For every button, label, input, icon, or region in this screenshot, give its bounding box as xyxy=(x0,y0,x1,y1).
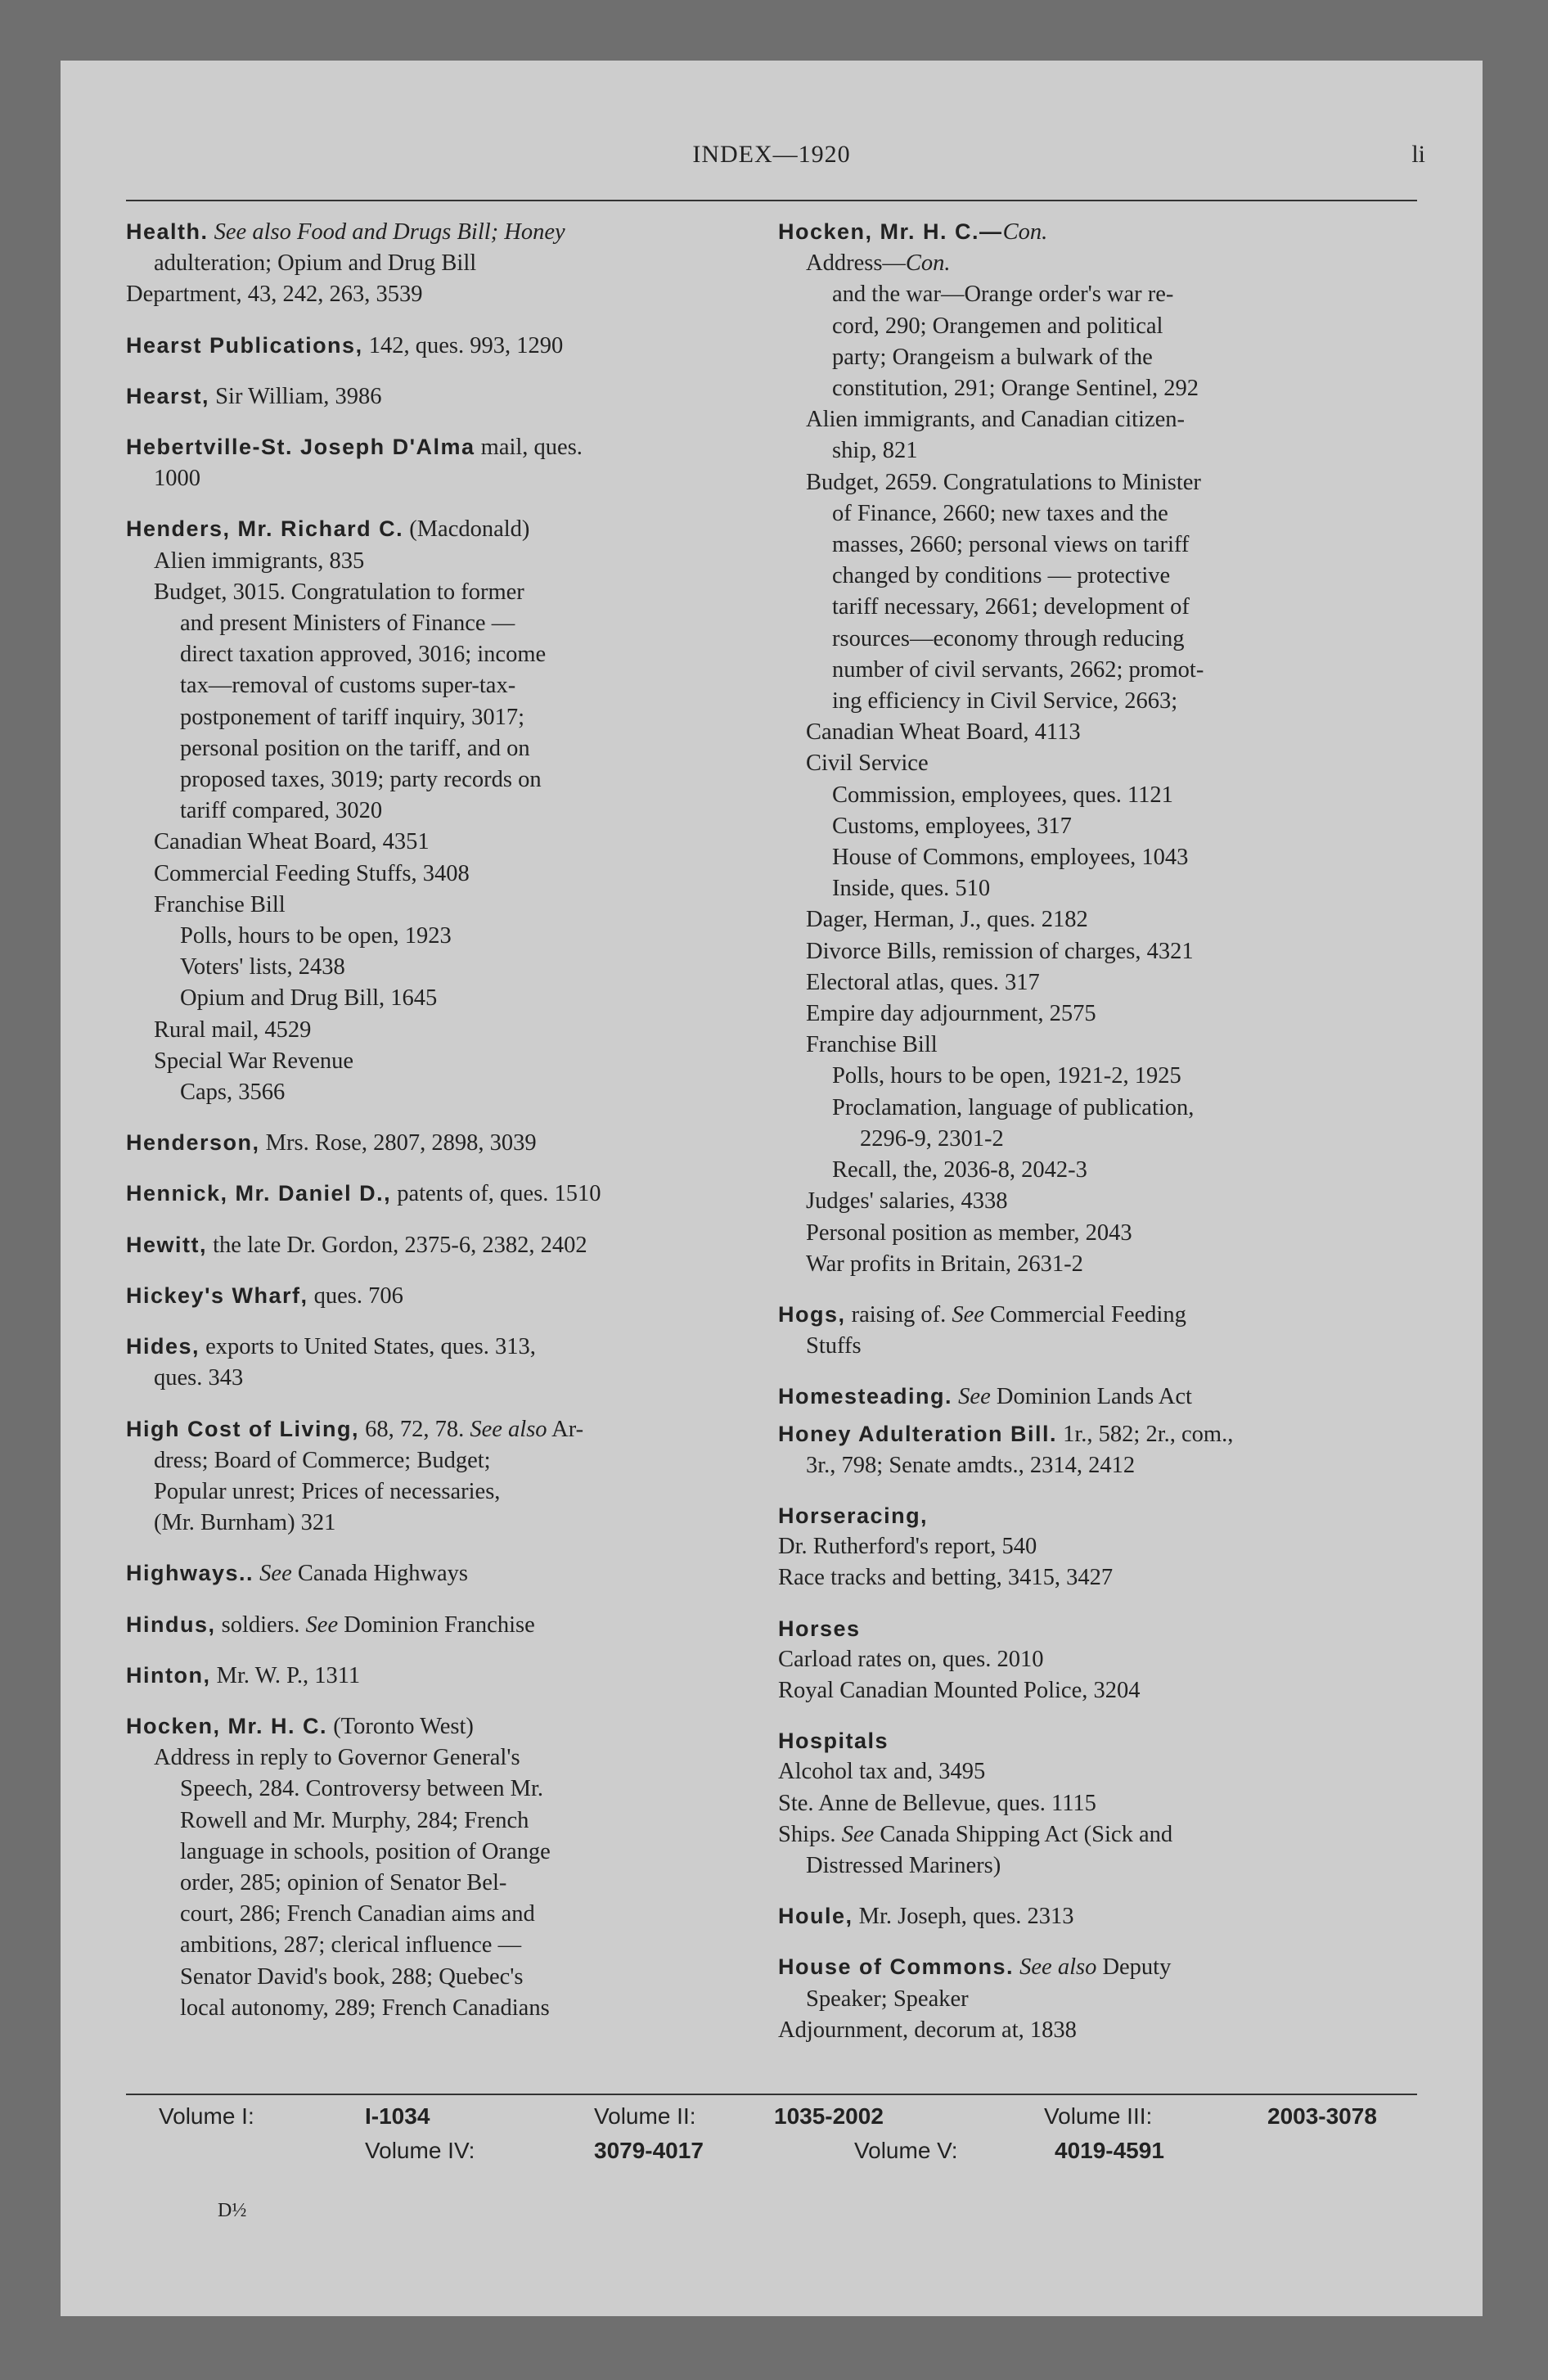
index-text: Alien immigrants, 835 xyxy=(154,548,365,574)
index-entry-hospitals xyxy=(778,1725,1398,1882)
index-text: Rowell and Mr. Murphy, 284; French xyxy=(180,1807,529,1833)
page-number: li xyxy=(1411,141,1425,168)
index-text: Speech, 284. Controversy between Mr. xyxy=(180,1776,544,1802)
index-text: See xyxy=(259,1561,292,1587)
index-text: 142, ques. 993, 1290 xyxy=(368,332,564,358)
header-rule xyxy=(126,200,1417,201)
index-entry-horseracing xyxy=(778,1500,1398,1594)
index-text: Carload rates on, ques. 2010 xyxy=(778,1646,1044,1672)
index-entry-hides xyxy=(126,1331,746,1394)
index-text: Address— xyxy=(806,250,906,277)
index-text: Caps, 3566 xyxy=(180,1080,286,1106)
index-text: ing efficiency in Civil Service, 2663; xyxy=(832,688,1178,714)
index-text: Hindus, xyxy=(126,1611,216,1637)
index-text: Distressed Mariners) xyxy=(806,1852,1001,1878)
index-text: the late Dr. Gordon, 2375-6, 2382, 2402 xyxy=(213,1232,587,1258)
index-text: 1000 xyxy=(154,466,200,492)
index-text: 4019-4591 xyxy=(1055,2138,1164,2163)
index-text: Horses xyxy=(778,1616,861,1641)
index-text: Department, 43, 242, 263, 3539 xyxy=(126,282,423,308)
volume-3-label: Volume III: xyxy=(1044,2103,1153,2129)
index-text: (Mr. Burnham) 321 xyxy=(154,1510,336,1536)
index-text: patents of, ques. 1510 xyxy=(397,1181,601,1207)
index-text: 1035-2002 xyxy=(774,2103,884,2129)
index-text: High Cost of Living, xyxy=(126,1416,359,1441)
index-text: Hennick, Mr. Daniel D., xyxy=(126,1181,392,1206)
index-text: Hocken, Mr. H. C.— xyxy=(778,219,1003,244)
index-text: order, 285; opinion of Senator Bel- xyxy=(180,1869,507,1895)
index-text: Senator David's book, 288; Quebec's xyxy=(180,1963,524,1990)
index-text: cord, 290; Orangemen and political xyxy=(832,313,1163,339)
index-text: mail, ques. xyxy=(480,435,583,461)
index-text: direct taxation approved, 3016; income xyxy=(180,642,547,668)
index-text: constitution, 291; Orange Sentinel, 292 xyxy=(832,376,1199,402)
index-text: Henderson, xyxy=(126,1130,260,1156)
index-entry-hindus xyxy=(126,1609,746,1641)
index-text: House of Commons. xyxy=(778,1954,1015,1980)
index-text: masses, 2660; personal views on tariff xyxy=(832,532,1190,558)
index-text: Inside, ques. 510 xyxy=(832,876,991,902)
index-text: Dominion Franchise xyxy=(344,1611,535,1638)
index-text: See also xyxy=(1019,1954,1097,1981)
index-text: Canada Shipping Act (Sick and xyxy=(880,1821,1173,1847)
signature-mark: D½ xyxy=(218,2200,247,2221)
index-text: language in schools, position of Orange xyxy=(180,1838,551,1864)
index-text: Deputy xyxy=(1102,1954,1172,1981)
index-text: court, 286; French Canadian aims and xyxy=(180,1901,535,1927)
index-text: ques. 706 xyxy=(313,1282,403,1309)
index-text: ship, 821 xyxy=(832,438,918,464)
index-text: See xyxy=(841,1821,875,1847)
index-text: ques. 343 xyxy=(154,1365,244,1391)
left-column xyxy=(126,216,746,2043)
index-text: See xyxy=(952,1301,984,1327)
index-text: and present Ministers of Finance — xyxy=(180,611,515,637)
index-entry-hearst-publications xyxy=(126,330,746,362)
index-text: rsources—economy through reducing xyxy=(832,625,1185,651)
index-text: (Toronto West) xyxy=(333,1713,474,1739)
index-text: Popular unrest; Prices of necessaries, xyxy=(154,1478,501,1504)
index-text: Hocken, Mr. H. C. xyxy=(126,1713,328,1738)
index-text: exports to United States, ques. 313, xyxy=(205,1334,536,1360)
index-entry-henderson xyxy=(126,1127,746,1159)
index-entry-hebertville xyxy=(126,431,746,494)
index-text: tax—removal of customs super-tax- xyxy=(180,673,516,699)
index-text: Hickey's Wharf, xyxy=(126,1282,308,1308)
index-text: Ste. Anne de Bellevue, ques. 1115 xyxy=(778,1790,1096,1816)
index-text: local autonomy, 289; French Canadians xyxy=(180,1995,550,2021)
index-text: Hebertville-St. Joseph D'Alma xyxy=(126,435,475,460)
index-text: Adjournment, decorum at, 1838 xyxy=(778,2017,1077,2043)
index-text: 3079-4017 xyxy=(594,2138,704,2163)
index-text: Empire day adjournment, 2575 xyxy=(806,1001,1096,1027)
index-text: I-1034 xyxy=(365,2103,430,2129)
index-text: Hearst, xyxy=(126,383,210,408)
volume-4-range xyxy=(594,2138,704,2164)
index-text: 3r., 798; Senate amdts., 2314, 2412 xyxy=(806,1452,1136,1478)
index-text: Polls, hours to be open, 1921-2, 1925 xyxy=(832,1063,1181,1089)
index-text: ambitions, 287; clerical influence — xyxy=(180,1932,522,1959)
index-entry-health xyxy=(126,216,746,311)
index-text: 1r., 582; 2r., com., xyxy=(1063,1421,1234,1447)
index-text: Stuffs xyxy=(806,1333,862,1359)
index-text: Mr. W. P., 1311 xyxy=(216,1662,361,1688)
index-text: Speaker; Speaker xyxy=(806,1986,969,2012)
index-text: dress; Board of Commerce; Budget; xyxy=(154,1447,491,1473)
index-text: Special War Revenue xyxy=(154,1048,354,1074)
index-text: Canadian Wheat Board, 4113 xyxy=(806,719,1081,746)
index-text: party; Orangeism a bulwark of the xyxy=(832,344,1153,370)
index-text: tariff compared, 3020 xyxy=(180,798,383,824)
index-text: Hearst Publications, xyxy=(126,332,363,358)
volume-5-range xyxy=(1055,2138,1164,2164)
index-entry-hickeys-wharf xyxy=(126,1280,746,1312)
index-text: 2003-3078 xyxy=(1267,2103,1377,2129)
index-text: Con. xyxy=(905,250,951,277)
index-text: soldiers. xyxy=(221,1611,300,1638)
index-text: Dr. Rutherford's report, 540 xyxy=(778,1534,1037,1560)
index-entry-houle xyxy=(778,1900,1398,1932)
index-text: Dager, Herman, J., ques. 2182 xyxy=(806,907,1088,933)
index-text: Hinton, xyxy=(126,1662,211,1688)
index-text: See xyxy=(305,1611,339,1638)
index-text: Franchise Bill xyxy=(154,891,286,917)
index-entry-hearst xyxy=(126,381,746,412)
index-text: Ships. xyxy=(778,1821,836,1847)
index-entry-hogs xyxy=(778,1299,1398,1362)
index-text: Judges' salaries, 4338 xyxy=(806,1188,1008,1215)
index-text: Henders, Mr. Richard C. xyxy=(126,516,404,542)
index-text: Race tracks and betting, 3415, 3427 xyxy=(778,1565,1114,1591)
index-text: proposed taxes, 3019; party records on xyxy=(180,767,542,793)
index-text: Houle, xyxy=(778,1904,853,1929)
index-text: personal position on the tariff, and on xyxy=(180,735,530,761)
index-text: Sir William, 3986 xyxy=(215,383,382,409)
index-text: War profits in Britain, 2631-2 xyxy=(806,1251,1083,1277)
index-text: Franchise Bill xyxy=(806,1032,938,1058)
index-entry-house-of-commons xyxy=(778,1951,1398,2046)
index-text: Civil Service xyxy=(806,751,929,777)
index-text: Opium and Drug Bill, 1645 xyxy=(180,985,438,1012)
index-text: Budget, 3015. Congratulation to former xyxy=(154,579,524,605)
index-text: House of Commons, employees, 1043 xyxy=(832,845,1189,871)
index-text: See also xyxy=(470,1416,547,1442)
index-text: Divorce Bills, remission of charges, 4321 xyxy=(806,938,1194,964)
index-text: Rural mail, 4529 xyxy=(154,1016,312,1043)
index-text: Address in reply to Governor General's xyxy=(154,1745,520,1771)
volume-1-label: Volume I: xyxy=(159,2103,254,2129)
index-text: Homesteading. xyxy=(778,1384,953,1409)
index-text: Commercial Feeding Stuffs, 3408 xyxy=(154,860,470,886)
index-text: Health. xyxy=(126,219,209,244)
index-text: See xyxy=(958,1384,991,1410)
volume-2-label: Volume II: xyxy=(594,2103,696,2129)
index-text: and the war—Orange order's war re- xyxy=(832,282,1174,308)
page-title: INDEX—1920 xyxy=(692,141,851,168)
index-entry-highways xyxy=(126,1557,746,1589)
index-text: tariff necessary, 2661; development of xyxy=(832,594,1190,620)
index-page xyxy=(61,61,1483,2316)
index-text: number of civil servants, 2662; promot- xyxy=(832,656,1204,683)
index-entry-honey-adulteration-bill xyxy=(778,1418,1398,1481)
volume-1-range xyxy=(365,2103,430,2130)
index-text: Voters' lists, 2438 xyxy=(180,954,345,980)
running-header xyxy=(61,141,1483,174)
index-text: Mr. Joseph, ques. 2313 xyxy=(858,1904,1074,1930)
volume-5-label: Volume V: xyxy=(854,2138,958,2163)
index-entry-hocken-continued xyxy=(778,216,1398,1280)
footer-rule xyxy=(126,2094,1417,2095)
index-entry-homesteading xyxy=(778,1381,1398,1413)
index-text: postponement of tariff inquiry, 3017; xyxy=(180,704,525,730)
volume-2-range xyxy=(774,2103,884,2130)
index-text: Royal Canadian Mounted Police, 3204 xyxy=(778,1677,1141,1703)
index-text: Hewitt, xyxy=(126,1232,208,1257)
index-text: raising of. xyxy=(851,1301,947,1327)
index-entry-high-cost-of-living xyxy=(126,1413,746,1539)
index-text: Budget, 2659. Congratulations to Minister xyxy=(806,469,1201,495)
index-text: Commission, employees, ques. 1121 xyxy=(832,782,1173,808)
index-text: Honey Adulteration Bill. xyxy=(778,1421,1058,1446)
index-text: Ar- xyxy=(551,1416,584,1442)
index-text: Hides, xyxy=(126,1334,200,1359)
index-entry-henders xyxy=(126,513,746,1108)
index-text: Commercial Feeding xyxy=(990,1301,1186,1327)
index-entry-hocken xyxy=(126,1711,746,2024)
index-text: Polls, hours to be open, 1923 xyxy=(180,923,452,949)
index-text: Horseracing, xyxy=(778,1503,929,1528)
index-text: Hospitals xyxy=(778,1729,889,1754)
index-text: Customs, employees, 317 xyxy=(832,813,1072,839)
index-entry-hinton xyxy=(126,1660,746,1692)
index-text: of Finance, 2660; new taxes and the xyxy=(832,500,1168,526)
index-text: Dominion Lands Act xyxy=(996,1384,1192,1410)
index-text: 68, 72, 78. xyxy=(365,1416,465,1442)
index-text: Canadian Wheat Board, 4351 xyxy=(154,829,430,855)
index-text: Recall, the, 2036-8, 2042-3 xyxy=(832,1157,1087,1183)
index-text: Con. xyxy=(1002,219,1048,245)
index-entry-hewitt xyxy=(126,1229,746,1261)
index-entry-hennick xyxy=(126,1178,746,1210)
right-column xyxy=(778,216,1398,2065)
index-text: (Macdonald) xyxy=(409,516,530,543)
index-text: Proclamation, language of publication, xyxy=(832,1094,1195,1120)
index-text: Alcohol tax and, 3495 xyxy=(778,1759,986,1785)
index-entry-horses xyxy=(778,1613,1398,1707)
index-text: Canada Highways xyxy=(297,1561,469,1587)
index-text: Personal position as member, 2043 xyxy=(806,1219,1132,1246)
index-text: Electoral atlas, ques. 317 xyxy=(806,969,1040,995)
index-text: Mrs. Rose, 2807, 2898, 3039 xyxy=(265,1130,537,1156)
index-text: Hogs, xyxy=(778,1301,846,1327)
index-text: adulteration; Opium and Drug Bill xyxy=(154,250,477,277)
index-text: Alien immigrants, and Canadian citizen- xyxy=(806,407,1185,433)
index-text: 2296-9, 2301-2 xyxy=(860,1125,1004,1152)
volume-4-label: Volume IV: xyxy=(365,2138,475,2163)
index-text: See also Food and Drugs Bill; Honey xyxy=(214,219,565,245)
index-text: Highways.. xyxy=(126,1561,254,1586)
volume-3-range xyxy=(1267,2103,1377,2130)
index-text: changed by conditions — protective xyxy=(832,563,1171,589)
